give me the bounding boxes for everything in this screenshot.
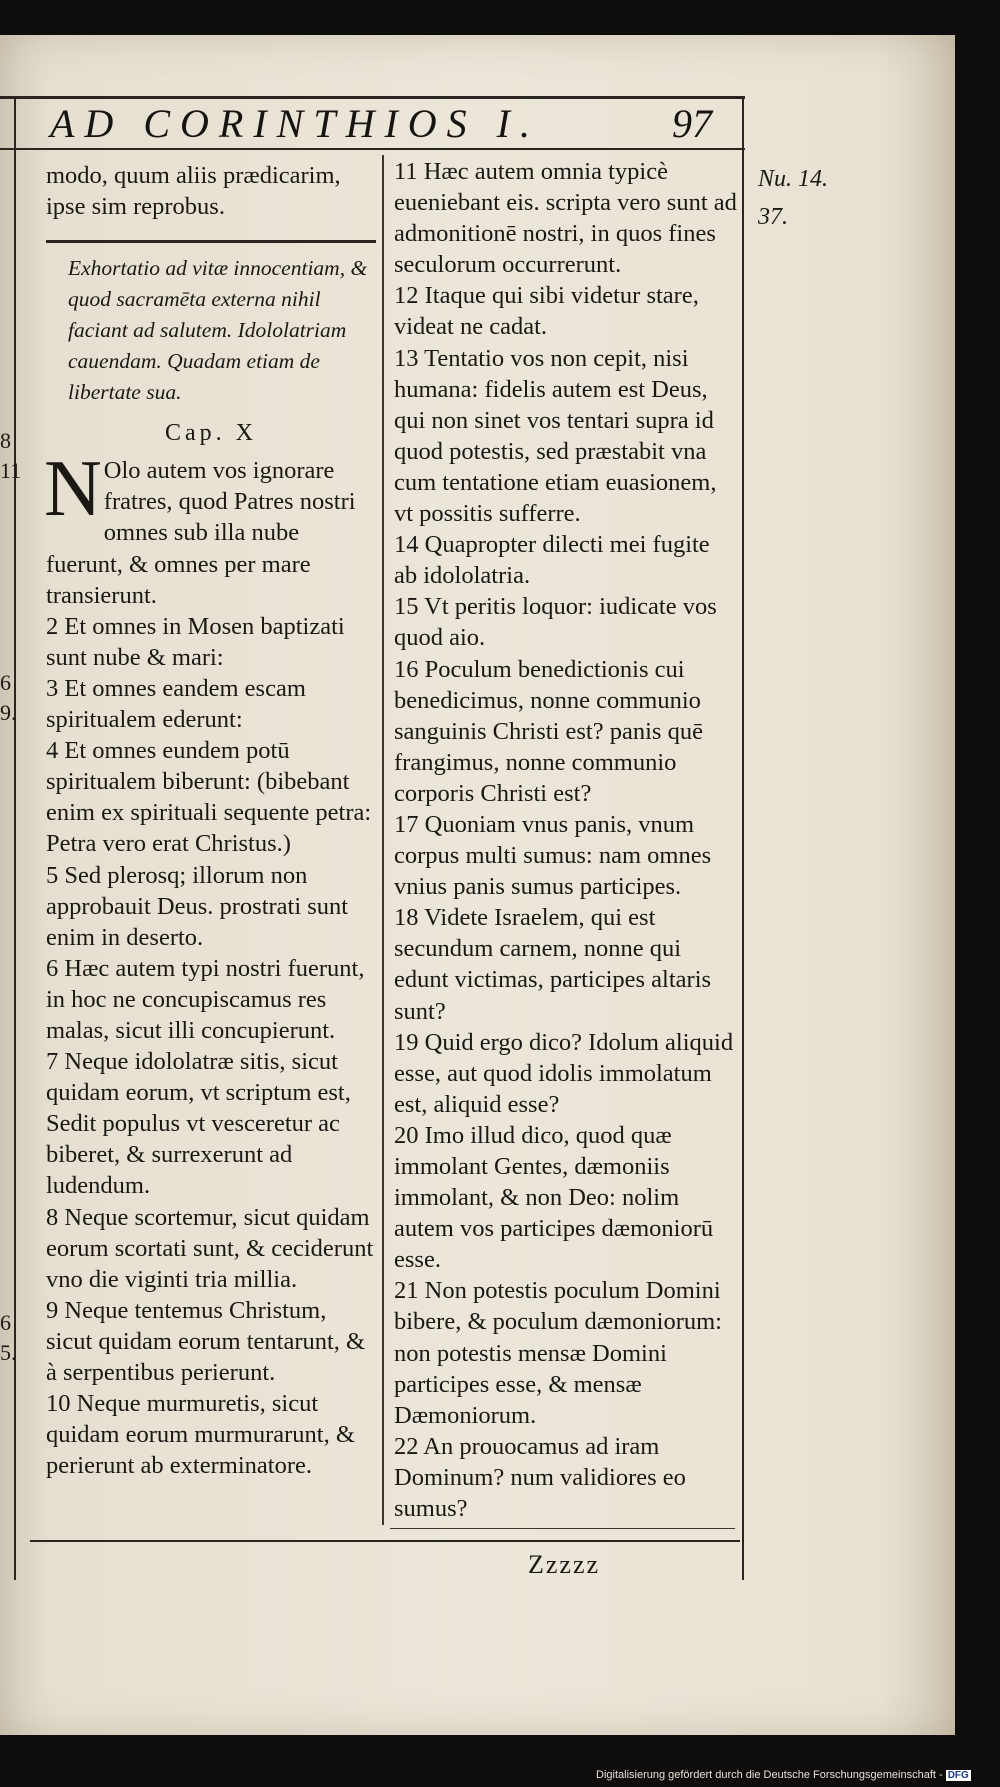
verse: 12 Itaque qui sibi videtur stare, videat ne cadat. bbox=[394, 282, 699, 341]
running-title: AD CORINTHIOS I. bbox=[50, 101, 540, 146]
verse: 22 An prouocamus ad iram Dominum? num validiores eo sumus? bbox=[394, 1432, 686, 1523]
verse: 15 Vt peritis loquor: iudicate vos quod aio. bbox=[394, 593, 717, 652]
verse: 10 Neque murmuretis, sicut quidam eorum murmurarunt, & perierunt ab exterminatore. bbox=[46, 1390, 355, 1480]
page-number: 97 bbox=[672, 101, 712, 146]
verse: 9 Neque tentemus Christum, sicut quidam eorum tentarunt, & à serpentibus perierunt. bbox=[46, 1296, 366, 1386]
margin-mark: 6 bbox=[0, 1310, 11, 1335]
margin-mark: 11 bbox=[0, 458, 22, 483]
chapter-argument: Exhortatio ad vitæ innocentiam, & quod sacramēta externa nihil faciant ad salutem. Idololatriam cauendam. Quadam etiam de libertate sua. bbox=[68, 256, 368, 405]
chapter-heading: Cap. X bbox=[165, 420, 257, 447]
right-column bbox=[394, 156, 737, 1524]
verse: 3 Et omnes eandem escam spiritualem ederunt: bbox=[46, 674, 306, 734]
verse: 20 Imo illud dico, quod quæ immolant Gentes, dæmoniis immolant, & non Deo: nolim autem vos participes dæmoniorū esse. bbox=[394, 1121, 714, 1274]
opening-lines: modo, quum aliis prædicarim, ipse sim reprobus. bbox=[46, 162, 341, 221]
running-header bbox=[0, 96, 742, 144]
verse: 18 Videte Israelem, qui est secundum carnem, nonne qui edunt victimas, participes altaris sunt? bbox=[394, 904, 712, 1025]
verse: 21 Non potestis poculum Domini bibere, & poculum dæmoniorum: non potestis mensæ Domini participes esse, & mensæ Dæmoniorum. bbox=[394, 1277, 722, 1429]
verse: 19 Quid ergo dico? Idolum aliquid esse, aut quod idolis immolatum est, aliquid esse? bbox=[394, 1028, 734, 1118]
dfg-logo: DFG bbox=[947, 1770, 969, 1781]
verse-1 bbox=[44, 445, 376, 610]
marginal-reference bbox=[758, 160, 828, 236]
verse-1-text: Olo autem vos ignorare fratres, quod Patres nostri omnes sub illa nube fuerunt, & omnes per mare transierunt. bbox=[46, 457, 356, 609]
digitization-footer bbox=[596, 1769, 971, 1781]
left-column bbox=[46, 160, 376, 1481]
margin-mark: 6 bbox=[0, 670, 11, 695]
verse: 11 Hæc autem omnia typicè eueniebant eis. scripta vero sunt ad admonitionē nostri, in quos fines seculorum occurrerunt. bbox=[394, 158, 737, 279]
verse: 6 Hæc autem typi nostri fuerunt, in hoc ne concupiscamus res malas, sicut illi concupierunt. bbox=[46, 954, 365, 1044]
marginal-reference-line: 37. bbox=[758, 204, 788, 230]
verse: 17 Quoniam vnus panis, vnum corpus multi sumus: nam omnes vnius panis sumus participes. bbox=[394, 810, 712, 901]
footer-text: Digitalisierung gefördert durch die Deutsche Forschungsgemeinschaft - bbox=[596, 1769, 943, 1781]
catchword: Zzzzz bbox=[528, 1550, 601, 1579]
verse: 14 Quapropter dilecti mei fugite ab idololatria. bbox=[394, 531, 710, 590]
margin-mark: 8 bbox=[0, 428, 11, 453]
verse: 7 Neque idololatræ sitis, sicut quidam eorum, vt scriptum est, Sedit populus vt vesceretur ac biberet, & surrexerunt ad ludendum. bbox=[46, 1048, 351, 1200]
verse: 5 Sed plerosq; illorum non approbauit Deus. prostrati sunt enim in deserto. bbox=[46, 861, 349, 951]
verse: 2 Et omnes in Mosen baptizati sunt nube & mari: bbox=[46, 612, 345, 671]
page-bottom-rule bbox=[30, 1540, 740, 1542]
column-divider bbox=[382, 155, 384, 1525]
drop-cap: N bbox=[44, 445, 102, 534]
marginal-reference-line: Nu. 14. bbox=[758, 166, 829, 192]
verse: 4 Et omnes eundem potū spiritualem biberunt: (bibebant enim ex spirituali sequente petra: Petra vero erat Christus.) bbox=[46, 737, 372, 858]
margin-mark: 5. bbox=[0, 1340, 17, 1365]
right-frame-rule bbox=[742, 96, 744, 1580]
margin-mark: 9. bbox=[0, 700, 17, 725]
verse: 8 Neque scortemur, sicut quidam eorum scortati sunt, & ceciderunt vno die viginti tria millia. bbox=[46, 1203, 374, 1293]
column-end-rule bbox=[390, 1528, 735, 1529]
verse: 16 Poculum benedictionis cui benedicimus, nonne communio sanguinis Christi est? panis quē frangimus, nonne communio corporis Christi est? bbox=[394, 655, 703, 807]
argument-rule bbox=[46, 240, 376, 243]
verse: 13 Tentatio vos non cepit, nisi humana: fidelis autem est Deus, qui non sinet vos tentari supra id quod potestis, sed præstabit vna cum tentatione etiam euasionem, vt possitis sufferre. bbox=[394, 344, 717, 528]
header-bottom-rule bbox=[0, 148, 745, 150]
